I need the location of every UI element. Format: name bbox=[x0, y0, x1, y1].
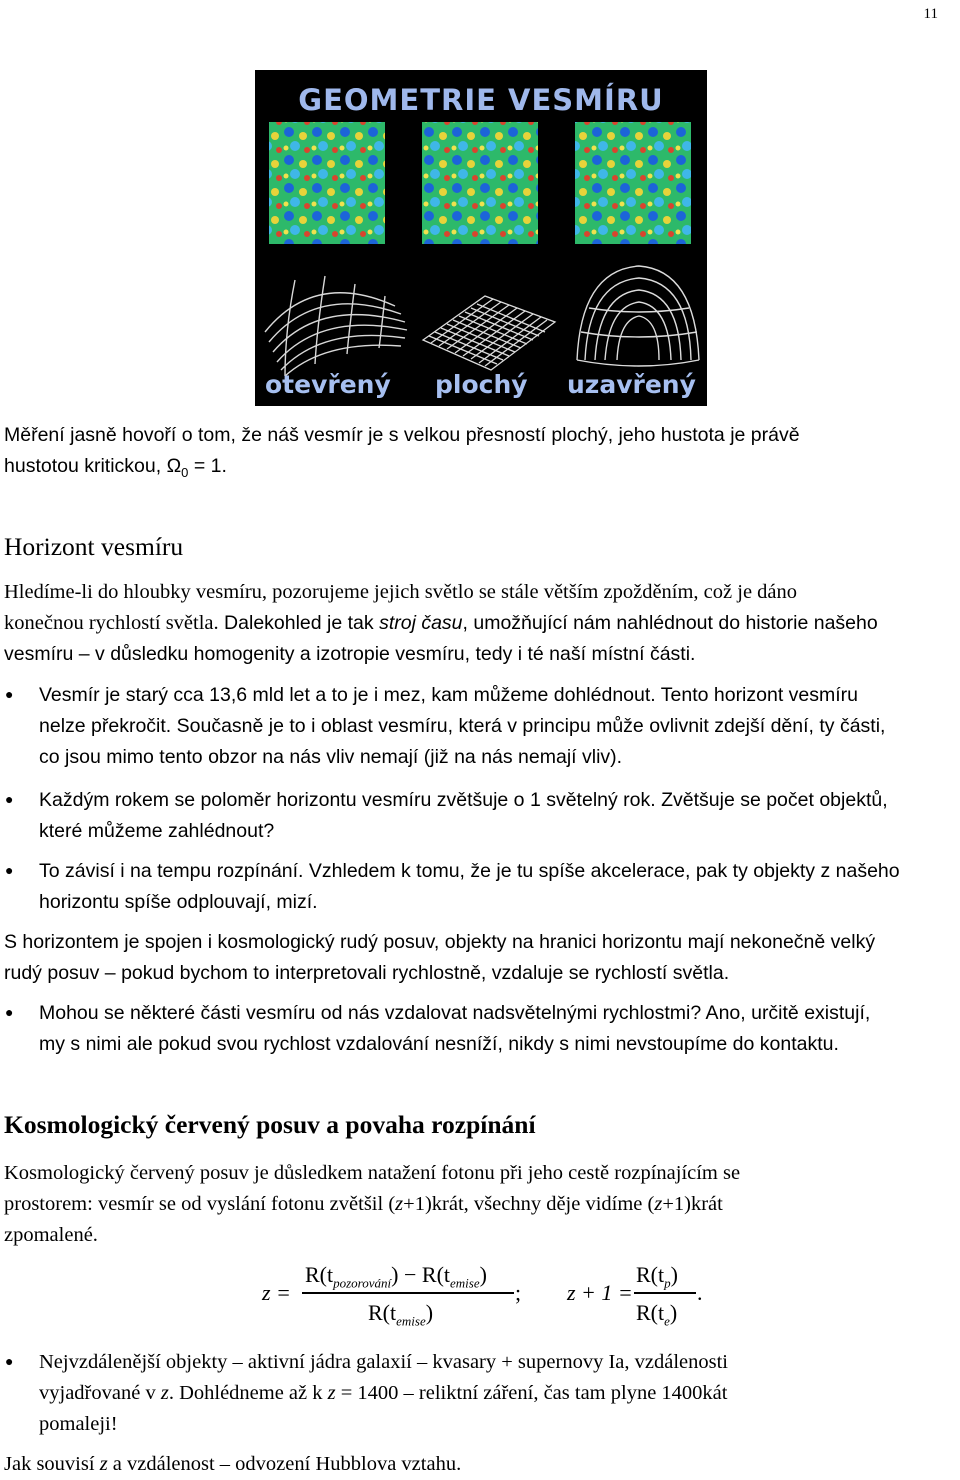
equation-2-numerator: $R(t_p)$ bbox=[636, 1262, 678, 1291]
caption-flat: plochý bbox=[435, 370, 528, 399]
equation-end: . bbox=[697, 1280, 703, 1305]
equation-2-lhs: z + 1 = bbox=[567, 1280, 633, 1305]
equation-2-denominator: $R(t_e)$ bbox=[636, 1300, 678, 1329]
redshift-paragraph bbox=[4, 1158, 740, 1251]
bullet-icon: ● bbox=[5, 1006, 14, 1021]
section-heading-redshift: Kosmologický červený posuv a povaha rozpínání bbox=[4, 1110, 536, 1139]
text-line: Mohou se některé části vesmíru od nás vzdalovat nadsvětelnými rychlostmi? Ano, určitě existují, bbox=[39, 1002, 871, 1024]
text-line: vesmíru – v důsledku homogenity a izotropie vesmíru, tedy i té naší místní části. bbox=[4, 643, 696, 665]
section-heading-horizon: Horizont vesmíru bbox=[4, 532, 184, 561]
equation-separator: ; bbox=[515, 1280, 522, 1305]
text-line: my s nimi ale pokud svou rychlost vzdalování nesníží, nikdy s nimi nevstoupíme do kontaktu. bbox=[39, 1033, 839, 1055]
figure-title: GEOMETRIE VESMÍRU bbox=[298, 83, 664, 117]
text-line: konečnou rychlostí světla. Dalekohled je tak stroj času, umožňující nám nahlédnout do historie našeho bbox=[4, 612, 878, 634]
fraction-bar bbox=[634, 1292, 696, 1294]
caption-open: otevřený bbox=[265, 370, 391, 399]
figure-graphics bbox=[255, 70, 707, 406]
text-line: které můžeme zahlédnout? bbox=[39, 820, 275, 842]
text-line: zpomalené. bbox=[4, 1224, 98, 1246]
text-line: horizontu spíše odplouvají, mizí. bbox=[39, 891, 318, 913]
text-line: Měření jasně hovoří o tom, že náš vesmír je s velkou přesností plochý, jeho hustota je právě bbox=[4, 424, 800, 446]
text-line: Hledíme-li do hloubky vesmíru, pozorujeme jejich světlo se stále větším zpožděním, což je dáno bbox=[4, 581, 798, 603]
bullet-icon: ● bbox=[5, 1355, 14, 1370]
horizon-bullet-1 bbox=[39, 680, 885, 773]
text-line: hustotou kritickou, $\Omega_0 = 1$. bbox=[4, 455, 227, 480]
caption-closed: uzavřený bbox=[567, 370, 696, 399]
page-number: 11 bbox=[923, 6, 938, 22]
horizon-bullet-3 bbox=[39, 856, 900, 918]
text-line: To závisí i na tempu rozpínání. Vzhledem k tomu, že je tu spíše akcelerace, pak ty objekty z našeho bbox=[39, 860, 900, 882]
sphere-surface bbox=[577, 266, 699, 366]
horizon-bullet-2 bbox=[39, 785, 888, 847]
universe-geometry-figure bbox=[255, 70, 707, 406]
text-line: S horizontem je spojen i kosmologický rudý posuv, objekty na hranici horizontu mají nekonečně velký bbox=[4, 931, 876, 953]
closing-question: Jak souvisí z a vzdálenost – odvození Hubblova vztahu. bbox=[4, 1453, 462, 1475]
intro-paragraph bbox=[4, 420, 800, 488]
text-line: Kosmologický červený posuv je důsledkem natažení fotonu při jeho cestě rozpínajícím se bbox=[4, 1162, 741, 1184]
equation-1-numerator: $R(t_{pozorování}) - R(t_{emise})$ bbox=[305, 1262, 487, 1291]
text-line: Každým rokem se poloměr horizontu vesmíru zvětšuje o 1 světelný rok. Zvětšuje se počet objektů, bbox=[39, 789, 888, 811]
text-line: prostorem: vesmír se od vyslání fotonu zvětšil (z+1)krát, všechny děje vidíme (z+1)krát bbox=[4, 1193, 723, 1215]
equation-1-lhs: z = bbox=[262, 1280, 291, 1305]
cmb-map-closed bbox=[575, 122, 691, 244]
bullet-icon: ● bbox=[5, 688, 14, 703]
text-line: nelze překročit. Současně je to i oblast vesmíru, která v principu může ovlivnit zdejší dění, ty části, bbox=[39, 715, 886, 737]
flat-grid bbox=[423, 296, 555, 370]
fraction-bar bbox=[302, 1292, 514, 1294]
cmb-map-flat bbox=[422, 122, 538, 244]
horizon-paragraph-2 bbox=[4, 927, 875, 989]
text-line: Vesmír je starý cca 13,6 mld let a to je i mez, kam můžeme dohlédnout. Tento horizont vesmíru bbox=[39, 684, 859, 706]
bullet-icon: ● bbox=[5, 793, 14, 808]
equation-1-denominator: $R(t_{emise})$ bbox=[368, 1300, 434, 1329]
horizon-bullet-4 bbox=[39, 998, 870, 1060]
text-line: vyjadřované v z. Dohlédneme až k z = 1400 – reliktní záření, čas tam plyne 1400kát bbox=[39, 1382, 728, 1404]
text-line: Nejvzdálenější objekty – aktivní jádra galaxií – kvasary + supernovy Ia, vzdálenosti bbox=[39, 1351, 728, 1373]
text-line: pomaleji! bbox=[39, 1413, 118, 1435]
text-line: rudý posuv – pokud bychom to interpretovali rychlostně, vzdaluje se rychlostí světla. bbox=[4, 962, 730, 984]
bullet-icon: ● bbox=[5, 864, 14, 879]
redshift-bullet-1 bbox=[39, 1347, 728, 1440]
horizon-paragraph-1 bbox=[4, 577, 878, 670]
saddle-surface bbox=[265, 276, 407, 376]
text-line: co jsou mimo tento obzor na nás vliv nemají (již na nás nemají vliv). bbox=[39, 746, 623, 768]
cmb-map-open bbox=[269, 122, 385, 244]
